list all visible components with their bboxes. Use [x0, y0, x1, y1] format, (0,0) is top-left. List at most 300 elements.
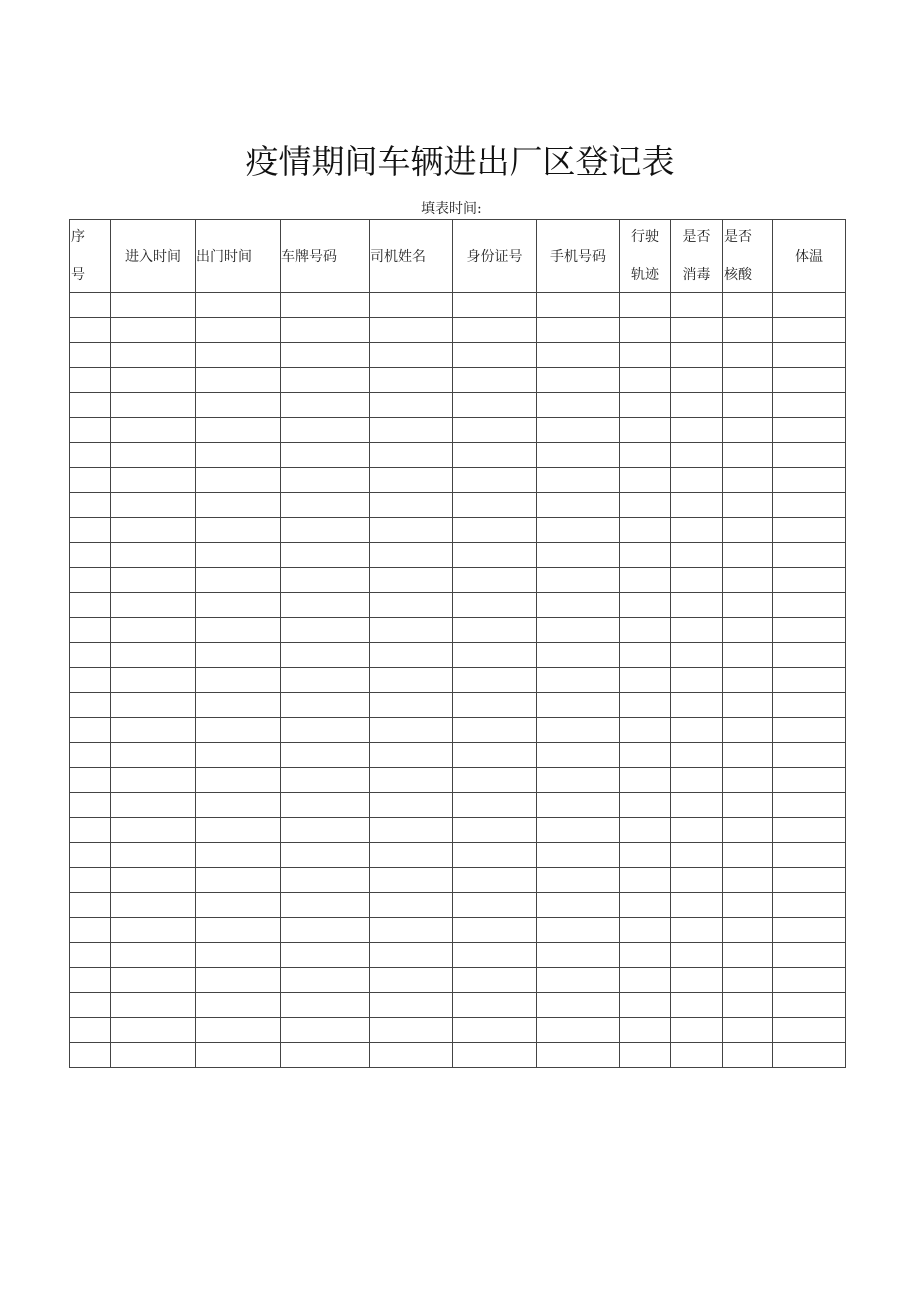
table-cell[interactable] [370, 1043, 453, 1068]
table-cell[interactable] [671, 318, 723, 343]
table-cell[interactable] [111, 493, 196, 518]
table-cell[interactable] [196, 368, 281, 393]
table-cell[interactable] [370, 793, 453, 818]
table-cell[interactable] [671, 818, 723, 843]
table-cell[interactable] [370, 393, 453, 418]
table-cell[interactable] [773, 393, 846, 418]
table-cell[interactable] [537, 818, 620, 843]
table-cell[interactable] [281, 918, 370, 943]
table-cell[interactable] [111, 393, 196, 418]
table-cell[interactable] [111, 618, 196, 643]
table-cell[interactable] [111, 1043, 196, 1068]
table-cell[interactable] [773, 918, 846, 943]
table-cell[interactable] [370, 868, 453, 893]
table-cell[interactable] [453, 968, 537, 993]
table-cell[interactable] [111, 868, 196, 893]
table-cell[interactable] [370, 543, 453, 568]
table-cell[interactable] [537, 793, 620, 818]
table-cell[interactable] [111, 418, 196, 443]
table-cell[interactable] [111, 368, 196, 393]
table-cell[interactable] [370, 918, 453, 943]
table-cell[interactable] [723, 618, 773, 643]
table-cell[interactable] [671, 768, 723, 793]
table-cell[interactable] [773, 568, 846, 593]
table-cell[interactable] [196, 643, 281, 668]
table-cell[interactable] [453, 368, 537, 393]
table-cell[interactable] [671, 793, 723, 818]
table-cell[interactable] [281, 868, 370, 893]
table-cell[interactable] [671, 293, 723, 318]
table-cell[interactable] [537, 768, 620, 793]
table-cell[interactable] [453, 418, 537, 443]
table-cell[interactable] [620, 468, 671, 493]
table-cell[interactable] [723, 493, 773, 518]
table-cell[interactable] [370, 743, 453, 768]
table-cell[interactable] [111, 993, 196, 1018]
table-cell[interactable] [196, 293, 281, 318]
table-cell[interactable] [111, 843, 196, 868]
table-cell[interactable] [453, 743, 537, 768]
table-cell[interactable] [671, 418, 723, 443]
table-cell[interactable] [773, 893, 846, 918]
table-cell[interactable] [537, 718, 620, 743]
table-cell[interactable] [70, 918, 111, 943]
table-cell[interactable] [671, 368, 723, 393]
table-cell[interactable] [453, 918, 537, 943]
table-cell[interactable] [723, 518, 773, 543]
table-cell[interactable] [70, 693, 111, 718]
table-cell[interactable] [70, 468, 111, 493]
table-cell[interactable] [70, 743, 111, 768]
table-cell[interactable] [671, 943, 723, 968]
table-cell[interactable] [196, 743, 281, 768]
table-cell[interactable] [370, 668, 453, 693]
table-cell[interactable] [537, 343, 620, 368]
table-cell[interactable] [773, 293, 846, 318]
table-cell[interactable] [620, 793, 671, 818]
table-cell[interactable] [537, 993, 620, 1018]
table-cell[interactable] [196, 593, 281, 618]
table-cell[interactable] [773, 968, 846, 993]
table-cell[interactable] [453, 1043, 537, 1068]
table-cell[interactable] [723, 818, 773, 843]
table-cell[interactable] [281, 643, 370, 668]
table-cell[interactable] [537, 618, 620, 643]
table-cell[interactable] [453, 568, 537, 593]
table-cell[interactable] [196, 968, 281, 993]
table-cell[interactable] [723, 993, 773, 1018]
table-cell[interactable] [723, 768, 773, 793]
table-cell[interactable] [196, 618, 281, 643]
table-cell[interactable] [773, 818, 846, 843]
table-cell[interactable] [370, 843, 453, 868]
table-cell[interactable] [111, 918, 196, 943]
table-cell[interactable] [370, 443, 453, 468]
table-cell[interactable] [723, 1018, 773, 1043]
table-cell[interactable] [773, 343, 846, 368]
table-cell[interactable] [453, 618, 537, 643]
table-cell[interactable] [620, 893, 671, 918]
table-cell[interactable] [281, 693, 370, 718]
table-cell[interactable] [111, 293, 196, 318]
table-cell[interactable] [773, 668, 846, 693]
table-cell[interactable] [370, 818, 453, 843]
table-cell[interactable] [281, 1043, 370, 1068]
table-cell[interactable] [196, 343, 281, 368]
table-cell[interactable] [196, 318, 281, 343]
table-cell[interactable] [773, 793, 846, 818]
table-cell[interactable] [370, 768, 453, 793]
table-cell[interactable] [537, 518, 620, 543]
table-cell[interactable] [773, 943, 846, 968]
table-cell[interactable] [537, 568, 620, 593]
table-cell[interactable] [671, 993, 723, 1018]
table-cell[interactable] [70, 793, 111, 818]
table-cell[interactable] [370, 518, 453, 543]
table-cell[interactable] [537, 368, 620, 393]
table-cell[interactable] [723, 393, 773, 418]
table-cell[interactable] [620, 968, 671, 993]
table-cell[interactable] [537, 393, 620, 418]
table-cell[interactable] [537, 1043, 620, 1068]
table-cell[interactable] [70, 668, 111, 693]
table-cell[interactable] [281, 943, 370, 968]
table-cell[interactable] [620, 643, 671, 668]
table-cell[interactable] [723, 568, 773, 593]
table-cell[interactable] [196, 418, 281, 443]
table-cell[interactable] [196, 518, 281, 543]
table-cell[interactable] [70, 493, 111, 518]
table-cell[interactable] [370, 1018, 453, 1043]
table-cell[interactable] [370, 468, 453, 493]
table-cell[interactable] [70, 843, 111, 868]
table-cell[interactable] [370, 568, 453, 593]
table-cell[interactable] [196, 468, 281, 493]
table-cell[interactable] [537, 318, 620, 343]
table-cell[interactable] [537, 868, 620, 893]
table-cell[interactable] [196, 693, 281, 718]
table-cell[interactable] [773, 618, 846, 643]
table-cell[interactable] [111, 343, 196, 368]
table-cell[interactable] [370, 718, 453, 743]
table-cell[interactable] [281, 743, 370, 768]
table-cell[interactable] [773, 643, 846, 668]
table-cell[interactable] [537, 918, 620, 943]
table-cell[interactable] [620, 393, 671, 418]
table-cell[interactable] [773, 868, 846, 893]
table-cell[interactable] [453, 993, 537, 1018]
table-cell[interactable] [723, 293, 773, 318]
table-cell[interactable] [671, 518, 723, 543]
table-cell[interactable] [111, 693, 196, 718]
table-cell[interactable] [723, 743, 773, 768]
table-cell[interactable] [370, 418, 453, 443]
table-cell[interactable] [70, 543, 111, 568]
table-cell[interactable] [773, 468, 846, 493]
table-cell[interactable] [453, 293, 537, 318]
table-cell[interactable] [773, 368, 846, 393]
table-cell[interactable] [773, 493, 846, 518]
table-cell[interactable] [773, 418, 846, 443]
table-cell[interactable] [281, 418, 370, 443]
table-cell[interactable] [70, 768, 111, 793]
table-cell[interactable] [196, 393, 281, 418]
table-cell[interactable] [281, 318, 370, 343]
table-cell[interactable] [111, 793, 196, 818]
table-cell[interactable] [196, 868, 281, 893]
table-cell[interactable] [453, 318, 537, 343]
table-cell[interactable] [537, 593, 620, 618]
table-cell[interactable] [281, 493, 370, 518]
table-cell[interactable] [111, 468, 196, 493]
table-cell[interactable] [453, 343, 537, 368]
table-cell[interactable] [196, 818, 281, 843]
table-cell[interactable] [111, 893, 196, 918]
table-cell[interactable] [620, 943, 671, 968]
table-cell[interactable] [773, 1018, 846, 1043]
table-cell[interactable] [620, 868, 671, 893]
table-cell[interactable] [196, 493, 281, 518]
table-cell[interactable] [111, 1018, 196, 1043]
table-cell[interactable] [281, 543, 370, 568]
table-cell[interactable] [620, 668, 671, 693]
table-cell[interactable] [70, 643, 111, 668]
table-cell[interactable] [537, 543, 620, 568]
table-cell[interactable] [196, 918, 281, 943]
table-cell[interactable] [671, 743, 723, 768]
table-cell[interactable] [773, 693, 846, 718]
table-cell[interactable] [281, 343, 370, 368]
table-cell[interactable] [620, 543, 671, 568]
table-cell[interactable] [111, 943, 196, 968]
table-cell[interactable] [281, 793, 370, 818]
table-cell[interactable] [70, 893, 111, 918]
table-cell[interactable] [773, 843, 846, 868]
table-cell[interactable] [620, 1043, 671, 1068]
table-cell[interactable] [281, 718, 370, 743]
table-cell[interactable] [70, 943, 111, 968]
table-cell[interactable] [453, 1018, 537, 1043]
table-cell[interactable] [620, 318, 671, 343]
table-cell[interactable] [773, 743, 846, 768]
table-cell[interactable] [671, 668, 723, 693]
table-cell[interactable] [453, 468, 537, 493]
table-cell[interactable] [671, 493, 723, 518]
table-cell[interactable] [773, 518, 846, 543]
table-cell[interactable] [111, 968, 196, 993]
table-cell[interactable] [620, 443, 671, 468]
table-cell[interactable] [70, 868, 111, 893]
table-cell[interactable] [70, 593, 111, 618]
table-cell[interactable] [723, 468, 773, 493]
table-cell[interactable] [620, 618, 671, 643]
table-cell[interactable] [620, 818, 671, 843]
table-cell[interactable] [453, 668, 537, 693]
table-cell[interactable] [70, 993, 111, 1018]
table-cell[interactable] [70, 1018, 111, 1043]
table-cell[interactable] [281, 593, 370, 618]
table-cell[interactable] [671, 693, 723, 718]
table-cell[interactable] [773, 718, 846, 743]
table-cell[interactable] [281, 668, 370, 693]
table-cell[interactable] [70, 418, 111, 443]
table-cell[interactable] [723, 843, 773, 868]
table-cell[interactable] [281, 568, 370, 593]
table-cell[interactable] [111, 543, 196, 568]
table-cell[interactable] [723, 443, 773, 468]
table-cell[interactable] [537, 668, 620, 693]
table-cell[interactable] [620, 568, 671, 593]
table-cell[interactable] [537, 843, 620, 868]
table-cell[interactable] [723, 418, 773, 443]
table-cell[interactable] [671, 618, 723, 643]
table-cell[interactable] [723, 793, 773, 818]
table-cell[interactable] [723, 643, 773, 668]
table-cell[interactable] [453, 518, 537, 543]
table-cell[interactable] [370, 318, 453, 343]
table-cell[interactable] [111, 518, 196, 543]
table-cell[interactable] [281, 993, 370, 1018]
table-cell[interactable] [196, 543, 281, 568]
table-cell[interactable] [70, 518, 111, 543]
table-cell[interactable] [773, 593, 846, 618]
table-cell[interactable] [70, 293, 111, 318]
table-cell[interactable] [111, 593, 196, 618]
table-cell[interactable] [671, 443, 723, 468]
table-cell[interactable] [537, 443, 620, 468]
table-cell[interactable] [537, 418, 620, 443]
table-cell[interactable] [671, 593, 723, 618]
table-cell[interactable] [671, 918, 723, 943]
table-cell[interactable] [671, 968, 723, 993]
table-cell[interactable] [620, 593, 671, 618]
table-cell[interactable] [453, 893, 537, 918]
table-cell[interactable] [453, 943, 537, 968]
table-cell[interactable] [111, 718, 196, 743]
table-cell[interactable] [70, 568, 111, 593]
table-cell[interactable] [723, 343, 773, 368]
table-cell[interactable] [281, 618, 370, 643]
table-cell[interactable] [453, 393, 537, 418]
table-cell[interactable] [671, 1018, 723, 1043]
table-cell[interactable] [453, 443, 537, 468]
table-cell[interactable] [196, 793, 281, 818]
table-cell[interactable] [671, 343, 723, 368]
table-cell[interactable] [370, 618, 453, 643]
table-cell[interactable] [620, 368, 671, 393]
table-cell[interactable] [196, 1018, 281, 1043]
table-cell[interactable] [620, 718, 671, 743]
table-cell[interactable] [70, 718, 111, 743]
table-cell[interactable] [537, 943, 620, 968]
table-cell[interactable] [723, 693, 773, 718]
table-cell[interactable] [196, 1043, 281, 1068]
table-cell[interactable] [773, 443, 846, 468]
table-cell[interactable] [70, 318, 111, 343]
table-cell[interactable] [370, 693, 453, 718]
table-cell[interactable] [70, 1043, 111, 1068]
table-cell[interactable] [620, 743, 671, 768]
table-cell[interactable] [773, 543, 846, 568]
table-cell[interactable] [281, 368, 370, 393]
table-cell[interactable] [281, 893, 370, 918]
table-cell[interactable] [671, 568, 723, 593]
table-cell[interactable] [370, 943, 453, 968]
table-cell[interactable] [537, 643, 620, 668]
table-cell[interactable] [723, 718, 773, 743]
table-cell[interactable] [537, 743, 620, 768]
table-cell[interactable] [370, 343, 453, 368]
table-cell[interactable] [111, 643, 196, 668]
table-cell[interactable] [723, 868, 773, 893]
table-cell[interactable] [281, 293, 370, 318]
table-cell[interactable] [723, 593, 773, 618]
table-cell[interactable] [620, 693, 671, 718]
table-cell[interactable] [453, 768, 537, 793]
table-cell[interactable] [281, 443, 370, 468]
table-cell[interactable] [723, 1043, 773, 1068]
table-cell[interactable] [370, 993, 453, 1018]
table-cell[interactable] [671, 718, 723, 743]
table-cell[interactable] [196, 843, 281, 868]
table-cell[interactable] [370, 293, 453, 318]
table-cell[interactable] [723, 943, 773, 968]
table-cell[interactable] [196, 718, 281, 743]
table-cell[interactable] [671, 543, 723, 568]
table-cell[interactable] [537, 493, 620, 518]
table-cell[interactable] [620, 518, 671, 543]
table-cell[interactable] [671, 868, 723, 893]
table-cell[interactable] [70, 818, 111, 843]
table-cell[interactable] [723, 968, 773, 993]
table-cell[interactable] [453, 493, 537, 518]
table-cell[interactable] [723, 543, 773, 568]
table-cell[interactable] [453, 718, 537, 743]
table-cell[interactable] [111, 318, 196, 343]
table-cell[interactable] [70, 443, 111, 468]
table-cell[interactable] [111, 818, 196, 843]
table-cell[interactable] [196, 568, 281, 593]
table-cell[interactable] [537, 1018, 620, 1043]
table-cell[interactable] [111, 568, 196, 593]
table-cell[interactable] [723, 668, 773, 693]
table-cell[interactable] [671, 468, 723, 493]
table-cell[interactable] [671, 893, 723, 918]
table-cell[interactable] [453, 843, 537, 868]
table-cell[interactable] [537, 293, 620, 318]
table-cell[interactable] [620, 293, 671, 318]
table-cell[interactable] [196, 943, 281, 968]
table-cell[interactable] [537, 968, 620, 993]
table-cell[interactable] [773, 768, 846, 793]
table-cell[interactable] [671, 1043, 723, 1068]
table-cell[interactable] [620, 1018, 671, 1043]
table-cell[interactable] [453, 543, 537, 568]
table-cell[interactable] [723, 893, 773, 918]
table-cell[interactable] [70, 343, 111, 368]
table-cell[interactable] [723, 918, 773, 943]
table-cell[interactable] [773, 993, 846, 1018]
table-cell[interactable] [620, 843, 671, 868]
table-cell[interactable] [111, 668, 196, 693]
table-cell[interactable] [196, 668, 281, 693]
table-cell[interactable] [620, 493, 671, 518]
table-cell[interactable] [671, 843, 723, 868]
table-cell[interactable] [281, 768, 370, 793]
table-cell[interactable] [111, 743, 196, 768]
table-cell[interactable] [537, 693, 620, 718]
table-cell[interactable] [281, 843, 370, 868]
